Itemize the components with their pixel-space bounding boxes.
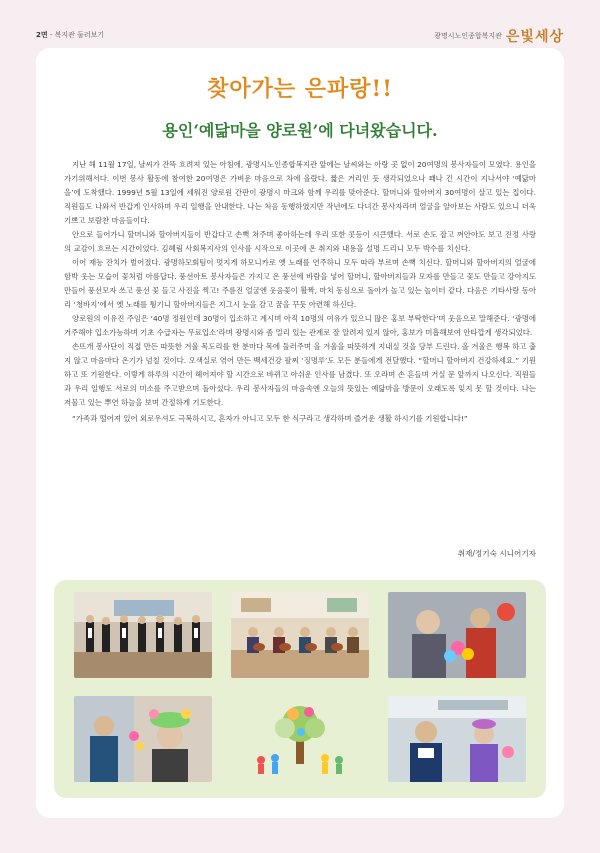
- photo-guitar-club: [231, 592, 369, 678]
- paragraph: 이어 재능 잔치가 벌어졌다. 광명하모회팀이 멋지게 하모니카로 옛 노래를 연주하니 모두 따라 부르며 손뼉 치신다. 할머니와 할아버지의 얼굴에 함박 웃는 모습이 꽃처럼 아름답다. 풍선아트 봉사자들은 가지고 온 풍선에 바람을 넣어 할머니, 할아버지들과 모자를 만들고 꽃도 만들고 강아지도 만들어 풍선모자 쓰고 풍선 꽃 들고 사진을 찍고! 주름진 얼굴엔 웃음꽃이 활짝, 마치 동심으로 돌아가 놀고 있는 놀이터 같다. 다음은 기타사랑 동아리 ‘청바지’에서 옛 노래를 튕기니 할아버지들은 지그시 눈을 감고 꿈을 꾸듯 아련해 하신다.: [64, 258, 536, 309]
- photo-balloon-art: [388, 592, 526, 678]
- byline: 취재/정기숙 시니어기자: [457, 549, 536, 558]
- article-subtitle: 용인‘예닮마을 양로원’에 다녀왔습니다.: [162, 121, 438, 140]
- photo-balloon-hat: [74, 696, 212, 782]
- page-header: [0, 0, 600, 48]
- article-title: 찾아가는 은파랑!!: [207, 76, 393, 102]
- page-section-label: [36, 30, 104, 40]
- photo-volunteer-resident: [388, 696, 526, 782]
- article-body: [64, 158, 536, 426]
- org-name: 광명시노인종합복지관: [434, 32, 502, 40]
- photo-tree-illustration: [231, 696, 369, 782]
- closing-quote: “가족과 떨어져 있어 외로우셔도 극복하시고, 혼자가 아니고 모두 한 식구라고 생각하며 즐거운 생활 하시기를 기원합니다!”: [72, 414, 468, 423]
- section-name: - 복지관 둘러보기: [49, 31, 105, 39]
- paragraph: 양로원의 이유진 주임은 ‘40명 정원인데 30명이 입소하고 계시며 아직 10명의 여유가 있으니 많은 홍보 부탁한다’며 웃음으로 말해준다. ‘광명에 거주해야 입소가능하며 기초 수급자는 무료입소’라며 광명시와 좀 멀리 있는 관계로 잘 알려져 있지 않아, 홍보가 미흡해보여 안타깝게 생각되었다.: [64, 314, 536, 337]
- photo-harmonica-group: [74, 592, 212, 678]
- article-card: [36, 48, 564, 818]
- paragraph: 지난 해 11월 17일, 날씨가 잔뜩 흐려져 있는 아침에, 광명시노인종합복지관 앞에는 날씨와는 아랑 곳 없이 20여명의 봉사자들이 모였다. 용인을 가기위해서다. 이번 봉사 활동에 참여한 20여명은 가벼운 마음으로 차에 올랐다. 짧은 거리인 듯 생각되었으나 꽤나 긴 시간이 지나서야 ‘예닮마을’에 도착했다. 1999년 5월 13일에 세워진 양로원 간판이 광명시 마크와 함께 우리를 맞아준다. 할머니와 할아버지 30여명이 살고 있는 집이다. 직원들도 나와서 반갑게 인사하며 우리 일행을 안내한다. 나는 처음 동행하였지만 작년에도 다녀간 봉사자라며 얼굴을 알아보는 사람도 있으니 더욱 기쁘고 보람찬 마음들이다.: [64, 160, 536, 225]
- paragraph: 안으로 들어가니 할머니와 할아버지들이 반갑다고 손뼉 쳐주며 좋아하는데 우리 또한 콧등이 시큰했다. 서로 손도 잡고 껴안아도 보고 진정 사랑의 교감이 흐르는 시간이었다. 김혜림 사회복지사의 인사를 시작으로 이곳에 온 취지와 내용을 설명 드리니 모두 박수를 치신다.: [64, 230, 536, 253]
- photo-panel: [54, 580, 546, 798]
- newsletter-logo: 은빛세상: [505, 29, 564, 45]
- page-number: 2면: [36, 31, 48, 39]
- paragraph: 손뜨개 봉사단이 직접 만든 따뜻한 겨울 목도리를 한 분마다 목에 둘러주며 올 겨울을 따뜻하게 지내실 것을 당부 드린다. 올 겨울은 행복 하고 춥지 않고 마음마다 온기가 넘칠 것이다. 오색실로 엮어 만든 백세건강 팔찌 ‘징명루’도 모든 분들에게 전달했다. “할머니 할아버지 건강하세요.” 기원하고 또 기원한다. 이렇게 하루의 시간이 헤어져야 할 시간으로 바뀌고 아쉬운 인사를 남겼다. 또 오라며 손 흔들며 거실 문 앞까지 나오신다. 직원들과 우리 일행도 서로의 미소를 주고받으며 돌아섰다. 우리 봉사자들의 마음속엔 오늘의 뜻있는 예닮마을 방문이 오래도록 잊지 못 할 것이다. 나는 저물고 있는 뿌연 하늘을 보며 간절하게 기도한다.: [64, 342, 536, 407]
- publisher: [434, 26, 564, 46]
